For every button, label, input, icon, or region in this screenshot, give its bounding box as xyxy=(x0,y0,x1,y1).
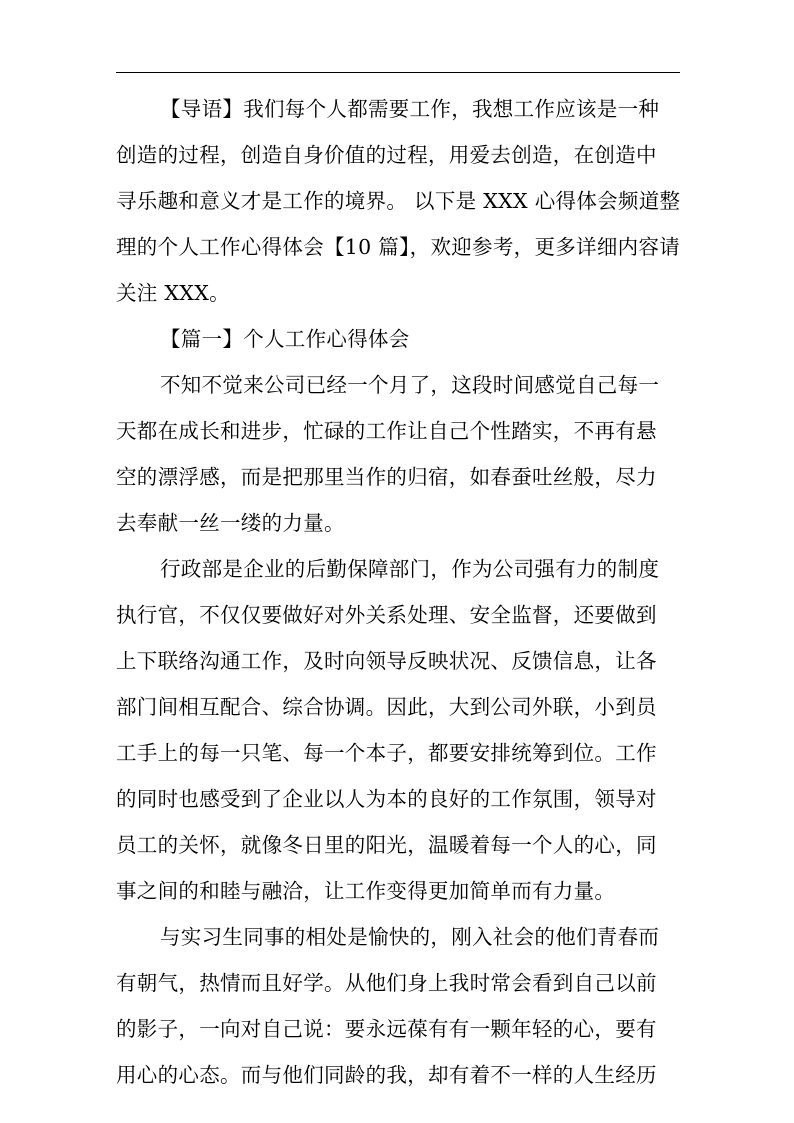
paragraph-line: 不知不觉来公司已经一个月了，这段时间感觉自己每一 xyxy=(160,373,660,397)
paragraph-line: 工手上的每一只笔、每一个本子，都要安排统筹到位。工作 xyxy=(116,741,657,765)
paragraph-line: 去奉献一丝一缕的力量。 xyxy=(116,511,345,535)
header-rule xyxy=(116,72,680,73)
paragraph-line: 用心的心态。而与他们同龄的我，却有着不一样的人生经历 xyxy=(116,1063,657,1087)
paragraph-line: 部门间相互配合、综合协调。因此，大到公司外联，小到员 xyxy=(116,695,657,719)
paragraph-line: 与实习生同事的相处是愉快的，刚入社会的他们青春而 xyxy=(160,925,660,949)
paragraph-line: 事之间的和睦与融洽，让工作变得更加简单而有力量。 xyxy=(116,879,616,903)
intro-line: 寻乐趣和意义才是工作的境界。 以下是 XXX 心得体会频道整 xyxy=(116,189,681,213)
paragraph-line: 行政部是企业的后勤保障部门，作为公司强有力的制度 xyxy=(160,557,660,581)
paragraph-line: 的同时也感受到了企业以人为本的良好的工作氛围，领导对 xyxy=(116,787,657,811)
paragraph-line: 执行官，不仅仅要做好对外关系处理、安全监督，还要做到 xyxy=(116,603,657,627)
paragraph-line: 有朝气，热情而且好学。从他们身上我时常会看到自己以前 xyxy=(116,971,657,995)
intro-line: 理的个人工作心得体会【10 篇】，欢迎参考，更多详细内容请 xyxy=(116,235,681,259)
intro-line: 关注 XXX。 xyxy=(116,281,230,305)
paragraph-line: 空的漂浮感，而是把那里当作的归宿，如春蚕吐丝般，尽力 xyxy=(116,465,657,489)
section-heading: 【篇一】个人工作心得体会 xyxy=(160,327,410,351)
paragraph-line: 的影子，一向对自己说：要永远葆有有一颗年轻的心，要有 xyxy=(116,1017,657,1041)
paragraph-line: 上下联络沟通工作，及时向领导反映状况、反馈信息，让各 xyxy=(116,649,657,673)
paragraph-line: 员工的关怀，就像冬日里的阳光，温暖着每一个人的心，同 xyxy=(116,833,657,857)
intro-line: 【导语】我们每个人都需要工作，我想工作应该是一种 xyxy=(160,97,660,121)
intro-line: 创造的过程，创造自身价值的过程，用爱去创造，在创造中 xyxy=(116,143,657,167)
paragraph-line: 天都在成长和进步，忙碌的工作让自己个性踏实，不再有悬 xyxy=(116,419,657,443)
